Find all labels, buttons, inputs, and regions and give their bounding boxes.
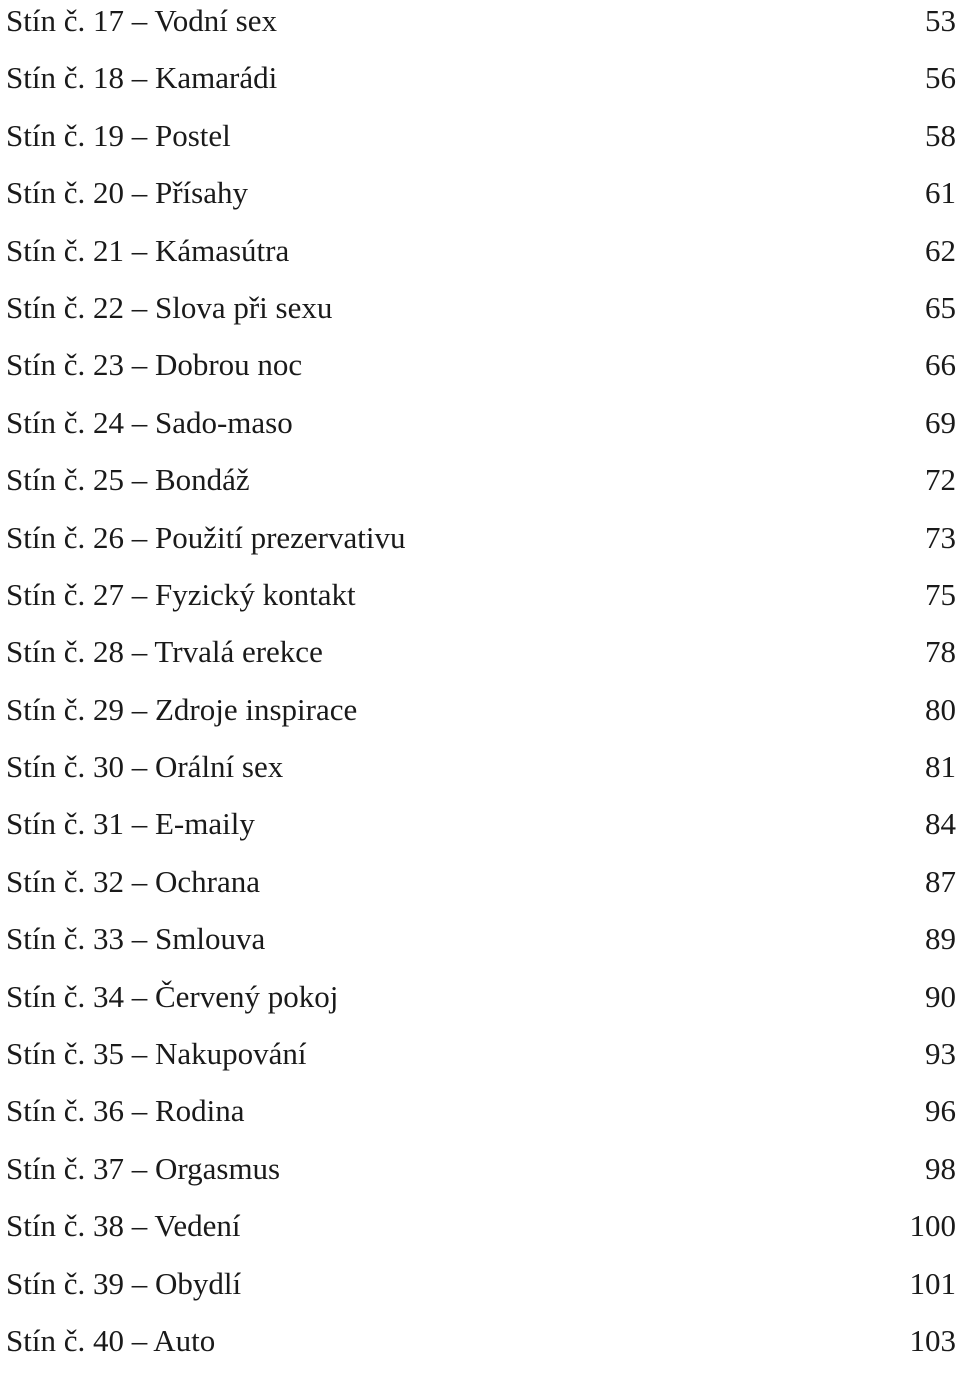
toc-entry [6,747,956,804]
toc-entry-page: 72 [925,462,956,498]
toc-entry-page: 98 [925,1150,956,1186]
toc-entry-page: 87 [925,863,956,899]
toc-entry [6,518,956,575]
toc-entry [6,231,956,288]
toc-entry-title: Stín č. 29 – Zdroje inspirace [6,691,358,727]
toc-entry [6,862,956,919]
toc-entry [6,632,956,689]
toc-entry-page: 65 [925,289,956,325]
toc-entry [6,1321,956,1378]
toc-entry [6,460,956,517]
toc-entry-page: 69 [925,404,956,440]
toc-entry-page: 81 [925,749,956,785]
toc-entry-title: Stín č. 19 – Postel [6,117,231,153]
toc-entry-title: Stín č. 35 – Nakupování [6,1036,307,1072]
toc-entry [6,919,956,976]
toc-entry-title: Stín č. 27 – Fyzický kontakt [6,576,356,612]
toc-entry-title: Stín č. 25 – Bondáž [6,462,250,498]
toc-entry-page: 89 [925,921,956,957]
toc-entry [6,173,956,230]
toc-entry-page: 101 [909,1265,956,1301]
toc-entry-page: 61 [925,175,956,211]
toc-entry [6,575,956,632]
toc-entry-title: Stín č. 38 – Vedení [6,1208,241,1244]
toc-entry-title: Stín č. 36 – Rodina [6,1093,245,1129]
toc-entry [6,1206,956,1263]
toc-entry-page: 75 [925,576,956,612]
toc-entry [6,1091,956,1148]
toc-entry-page: 93 [925,1036,956,1072]
toc-entry-page: 103 [909,1322,956,1358]
toc-entry [6,804,956,861]
toc-entry [6,116,956,173]
toc-entry [6,345,956,402]
toc-entry-page: 62 [925,232,956,268]
toc-entry-page: 96 [925,1093,956,1129]
toc-entry [6,690,956,747]
toc-entry-title: Stín č. 20 – Přísahy [6,175,248,211]
toc-entry-page: 56 [925,60,956,96]
toc-entry-page: 78 [925,634,956,670]
toc-entry-page: 100 [909,1208,956,1244]
toc-entry-title: Stín č. 40 – Auto [6,1322,216,1358]
toc-entry-page: 90 [925,978,956,1014]
toc-entry [6,1264,956,1321]
toc-entry [6,977,956,1034]
toc-entry [6,58,956,115]
toc-entry-page: 58 [925,117,956,153]
toc-entry-title: Stín č. 18 – Kamarádi [6,60,278,96]
toc-entry-title: Stín č. 22 – Slova při sexu [6,289,333,325]
toc-entry-title: Stín č. 32 – Ochrana [6,863,260,899]
toc-entry-page: 53 [925,3,956,38]
toc-entry-page: 80 [925,691,956,727]
toc-entry-title: Stín č. 24 – Sado-maso [6,404,293,440]
toc-entry-title: Stín č. 26 – Použití prezervativu [6,519,406,555]
toc-entry-page: 84 [925,806,956,842]
table-of-contents [6,1,956,1378]
toc-entry-title: Stín č. 34 – Červený pokoj [6,978,339,1014]
toc-entry [6,1,956,58]
toc-entry-title: Stín č. 30 – Orální sex [6,749,284,785]
toc-entry [6,1149,956,1206]
toc-entry-page: 66 [925,347,956,383]
toc-entry-title: Stín č. 28 – Trvalá erekce [6,634,323,670]
toc-entry [6,403,956,460]
toc-entry [6,288,956,345]
toc-entry-title: Stín č. 23 – Dobrou noc [6,347,303,383]
toc-entry-title: Stín č. 21 – Kámasútra [6,232,290,268]
toc-entry-title: Stín č. 37 – Orgasmus [6,1150,281,1186]
toc-entry-page: 73 [925,519,956,555]
toc-entry [6,1034,956,1091]
toc-entry-title: Stín č. 17 – Vodní sex [6,3,277,38]
toc-entry-title: Stín č. 33 – Smlouva [6,921,266,957]
toc-entry-title: Stín č. 31 – E-maily [6,806,255,842]
toc-entry-title: Stín č. 39 – Obydlí [6,1265,242,1301]
